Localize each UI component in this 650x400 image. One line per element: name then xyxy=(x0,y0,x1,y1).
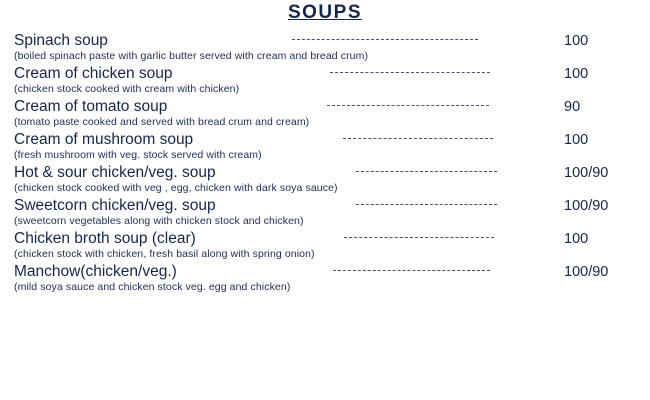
item-row xyxy=(14,131,636,149)
item-row xyxy=(14,230,636,248)
leader-dots xyxy=(199,134,558,144)
leader-dots xyxy=(183,266,558,276)
item-price: 100 xyxy=(564,231,589,247)
item-description: (chicken stock cooked with veg , egg, chicken with dark soya sauce) xyxy=(14,182,338,194)
item-row xyxy=(14,32,636,50)
item-price: 90 xyxy=(564,99,581,115)
list-item xyxy=(14,263,636,293)
item-price: 100/90 xyxy=(564,264,609,280)
item-row xyxy=(14,98,636,116)
item-name: Cream of mushroom soup xyxy=(14,131,194,148)
item-description: (boiled spinach paste with garlic butter served with cream and bread crum) xyxy=(14,50,369,62)
leader-dots xyxy=(202,233,558,243)
item-price: 100/90 xyxy=(564,165,609,181)
list-item xyxy=(14,65,636,95)
item-description: (mild soya sauce and chicken stock veg. egg and chicken) xyxy=(14,281,291,293)
item-name: Chicken broth soup (clear) xyxy=(14,230,196,247)
list-item xyxy=(14,32,636,62)
item-price: 100 xyxy=(564,33,589,49)
item-name: Manchow(chicken/veg.) xyxy=(14,263,177,280)
item-description: (chicken stock cooked with cream with chicken) xyxy=(14,83,240,95)
soups-item-list xyxy=(0,32,650,293)
item-price: 100 xyxy=(564,132,589,148)
leader-dots xyxy=(114,35,558,45)
list-item xyxy=(14,197,636,227)
item-name: Sweetcorn chicken/veg. soup xyxy=(14,197,216,214)
leader-dots xyxy=(179,68,558,78)
leader-dots xyxy=(173,101,558,111)
item-row xyxy=(14,65,636,83)
item-name: Cream of chicken soup xyxy=(14,65,173,82)
item-price: 100 xyxy=(564,66,589,82)
list-item xyxy=(14,164,636,194)
item-price: 100/90 xyxy=(564,198,609,214)
item-description: (chicken stock with chicken, fresh basil along with spring onion) xyxy=(14,248,315,260)
item-name: Hot & sour chicken/veg. soup xyxy=(14,164,216,181)
list-item xyxy=(14,131,636,161)
item-description: (tomato paste cooked and served with bread crum and cream) xyxy=(14,116,310,128)
leader-dots xyxy=(222,200,558,210)
leader-dots xyxy=(222,167,558,177)
item-row xyxy=(14,164,636,182)
item-description: (fresh mushroom with veg. stock served with cream) xyxy=(14,149,262,161)
item-description: (sweetcorn vegetables along with chicken stock and chicken) xyxy=(14,215,304,227)
list-item xyxy=(14,230,636,260)
item-name: Cream of tomato soup xyxy=(14,98,168,115)
item-row xyxy=(14,263,636,281)
page-title: SOUPS xyxy=(287,2,363,23)
list-item xyxy=(14,98,636,128)
item-name: Spinach soup xyxy=(14,32,108,49)
item-row xyxy=(14,197,636,215)
